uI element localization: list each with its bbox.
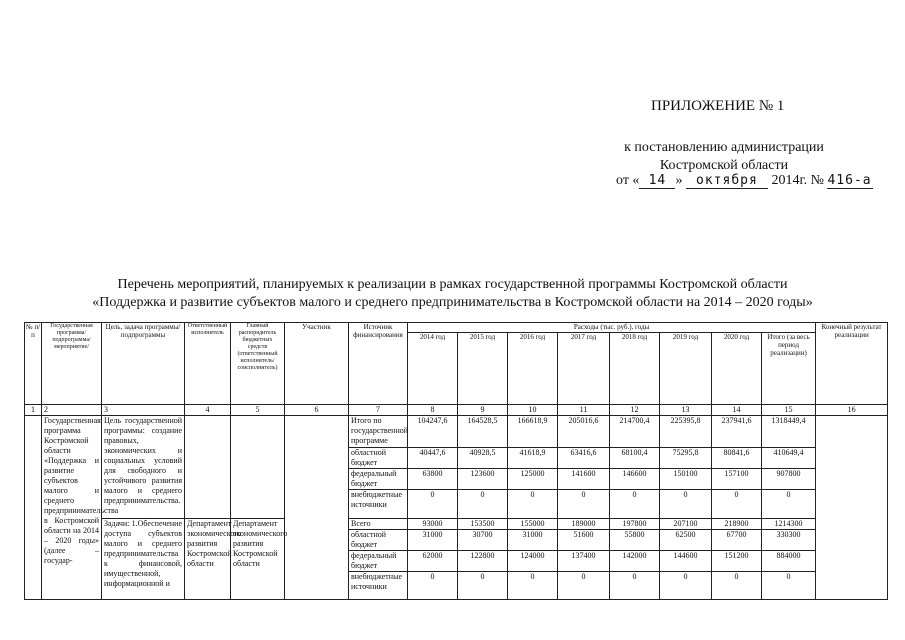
value-cell: 122800 [458,551,508,572]
value-cell: 80841,6 [712,448,762,469]
source-cell: Итого по государственной программе [349,416,408,448]
value-cell: 141600 [558,469,610,490]
resolution-reference [610,139,838,175]
col-number: 9 [458,405,508,416]
header-year-2018: 2018 год [610,333,660,405]
value-cell: 63416,6 [558,448,610,469]
header-executor: Ответственный исполнитель [185,323,231,405]
source-cell: областной бюджет [349,530,408,551]
program-cell: Государственная программа Костромской области «Поддержка и развитие субъектов малого и среднего предпринимательства в Костромской области на 2014 – 2020 годы» (далее – государ- [42,416,102,600]
col-number: 8 [408,405,458,416]
col-number: 10 [508,405,558,416]
header-num: № п/п [25,323,42,405]
value-cell: 124000 [508,551,558,572]
value-cell: 237941,6 [712,416,762,448]
value-cell: 123600 [458,469,508,490]
document-title-line-1: Перечень мероприятий, планируемых к реализации в рамках государственной программы Костромской области [117,277,788,292]
header-year-2017: 2017 год [558,333,610,405]
manager-cell: Департамент экономического развития Костромской области [231,519,285,600]
total-cell: 907800 [762,469,816,490]
source-cell: областной бюджет [349,448,408,469]
participant-cell [285,416,349,600]
value-cell: 157100 [712,469,762,490]
value-cell: 31000 [408,530,458,551]
value-cell: 142000 [610,551,660,572]
value-cell: 0 [712,572,762,600]
value-cell: 30700 [458,530,508,551]
value-cell: 104247,6 [408,416,458,448]
col-number: 12 [610,405,660,416]
col-number: 15 [762,405,816,416]
column-numbers-row [25,405,888,416]
value-cell: 0 [508,490,558,519]
header-year-2014: 2014 год [408,333,458,405]
table-row [25,416,888,448]
executor-cell: Департамент экономического развития Костромской области [185,519,231,600]
resolution-line-1: к постановлению администрации [624,140,824,155]
value-cell: 153500 [458,519,508,530]
col-number: 13 [660,405,712,416]
value-cell: 207100 [660,519,712,530]
value-cell: 151200 [712,551,762,572]
value-cell: 62000 [408,551,458,572]
header-year-2016: 2016 год [508,333,558,405]
value-cell: 0 [408,490,458,519]
date-mid: » [675,173,683,188]
value-cell: 164528,5 [458,416,508,448]
total-cell: 1318449,4 [762,416,816,448]
executor-empty-cell [185,416,231,519]
col-number: 5 [231,405,285,416]
manager-empty-cell [231,416,285,519]
value-cell: 62500 [660,530,712,551]
resolution-line-2: Костромской области [659,158,789,173]
date-day: 14 [639,174,675,189]
document-title-line-2: «Поддержка и развитие субъектов малого и среднего предпринимательства в Костромской области на 2014 – 2020 годы» [92,295,813,310]
result-cell [816,416,888,600]
goal-cell: Цель государственной программы: создание правовых, экономических и социальных условий для свободного и устойчивого развития малого и среднего предпринимательства. [102,416,185,519]
header-manager: Главный распорядитель бюджетных средств (ответственный исполнитель/ соисполнитель) [231,323,285,405]
value-cell: 189000 [558,519,610,530]
header-participant: Участник [285,323,349,405]
col-number: 16 [816,405,888,416]
source-cell: федеральный бюджет [349,551,408,572]
value-cell: 0 [408,572,458,600]
source-cell: Всего [349,519,408,530]
header-expenses: Расходы (тыс. руб.), годы [408,323,816,333]
value-cell: 63800 [408,469,458,490]
total-cell: 330300 [762,530,816,551]
value-cell: 218900 [712,519,762,530]
resolution-date [616,173,873,189]
header-year-2015: 2015 год [458,333,508,405]
value-cell: 0 [458,572,508,600]
value-cell: 40928,5 [458,448,508,469]
date-year: 2014г. № [771,173,824,188]
date-prefix: от « [616,173,640,188]
value-cell: 214700,4 [610,416,660,448]
total-cell: 0 [762,490,816,519]
col-number: 1 [25,405,42,416]
value-cell: 0 [610,490,660,519]
value-cell: 0 [610,572,660,600]
value-cell: 0 [558,572,610,600]
value-cell: 197800 [610,519,660,530]
value-cell: 75295,8 [660,448,712,469]
col-number: 14 [712,405,762,416]
header-program: Государственная программа/ подпрограмма/ мероприятие/ [42,323,102,405]
source-cell: внебюджетные источники [349,572,408,600]
total-cell: 410649,4 [762,448,816,469]
col-number: 6 [285,405,349,416]
appendix-title: ПРИЛОЖЕНИЕ № 1 [651,98,785,114]
header-result: Конечный результат реализации [816,323,888,405]
row-num-cell [25,416,42,600]
col-number: 7 [349,405,408,416]
value-cell: 51600 [558,530,610,551]
value-cell: 150100 [660,469,712,490]
value-cell: 55800 [610,530,660,551]
value-cell: 68100,4 [610,448,660,469]
table-row [25,519,888,530]
header-year-2019: 2019 год [660,333,712,405]
col-number: 4 [185,405,231,416]
value-cell: 0 [660,490,712,519]
value-cell: 41618,9 [508,448,558,469]
col-number: 2 [42,405,102,416]
value-cell: 0 [458,490,508,519]
total-cell: 1214300 [762,519,816,530]
value-cell: 40447,6 [408,448,458,469]
value-cell: 166618,9 [508,416,558,448]
date-month: октября [686,174,768,189]
value-cell: 146600 [610,469,660,490]
value-cell: 137400 [558,551,610,572]
source-cell: федеральный бюджет [349,469,408,490]
value-cell: 0 [660,572,712,600]
value-cell: 0 [508,572,558,600]
header-source: Источник финансирования [349,323,408,405]
total-cell: 0 [762,572,816,600]
value-cell: 225395,8 [660,416,712,448]
date-number: 416-а [827,173,872,188]
value-cell: 205016,6 [558,416,610,448]
header-year-2020: 2020 год [712,333,762,405]
source-cell: внебюджетные источники [349,490,408,519]
measures-table [24,322,888,600]
value-cell: 93000 [408,519,458,530]
value-cell: 31000 [508,530,558,551]
value-cell: 155000 [508,519,558,530]
value-cell: 0 [558,490,610,519]
value-cell: 144600 [660,551,712,572]
value-cell: 0 [712,490,762,519]
header-goal: Цель, задача программы/ подпрограммы [102,323,185,405]
total-cell: 884000 [762,551,816,572]
col-number: 3 [102,405,185,416]
value-cell: 125000 [508,469,558,490]
col-number: 11 [558,405,610,416]
tasks-cell: Задачи: 1.Обеспечение доступа субъектов малого и среднего предпринимательства к финансовой, имущественной, информационной и [102,519,185,600]
header-total: Итого (за весь период реализации) [762,333,816,405]
value-cell: 67700 [712,530,762,551]
